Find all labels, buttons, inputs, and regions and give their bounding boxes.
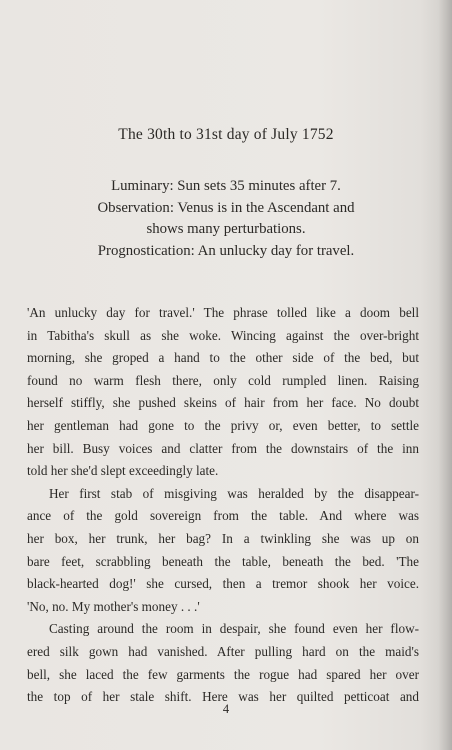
text-line: Casting around the room in despair, she found even her flow- [49, 621, 419, 637]
text-line: morning, she groped a hand to the other side of the bed, but [27, 350, 419, 366]
text-line: bare feet, scrabbling beneath the table, beneath the bed. 'The [27, 553, 419, 569]
text-line: 'No, no. My mother's money . . .' [27, 598, 200, 614]
text-line: herself stiffly, she pushed skeins of hair from her face. No doubt [27, 395, 419, 411]
almanac-line: Observation: Venus is in the Ascendant and [97, 199, 355, 216]
text-line: found no warm flesh there, only cold rumpled linen. Raising [27, 372, 419, 388]
chapter-heading: The 30th to 31st day of July 1752 [118, 126, 334, 143]
almanac-line: shows many perturbations. [146, 221, 306, 237]
text-line: 'An unlucky day for travel.' The phrase tolled like a doom bell [27, 305, 419, 320]
body-text [27, 302, 419, 709]
page-gutter-shadow [438, 0, 452, 750]
text-line: Her first stab of misgiving was heralded by the disappear- [49, 485, 419, 501]
almanac-line: Prognostication: An unlucky day for travel. [97, 242, 355, 259]
almanac-line: Luminary: Sun sets 35 minutes after 7. [111, 178, 341, 194]
page-number: 4 [222, 702, 230, 716]
text-line: ance of the gold sovereign from the table. And where was [27, 508, 419, 524]
almanac-entry [40, 176, 412, 262]
text-line: the top of her stale shift. Here was her quilted petticoat and [27, 689, 419, 705]
text-line: bell, she laced the few garments the rogue had spared her over [27, 666, 419, 682]
text-line: black-hearted dog!' she cursed, then a tremor shook her voice. [27, 576, 419, 592]
text-line: her bill. Busy voices and clatter from the downstairs of the inn [27, 440, 419, 456]
text-line: in Tabitha's skull as she woke. Wincing against the over-bright [27, 327, 419, 343]
text-line: told her she'd slept exceedingly late. [27, 463, 219, 479]
text-line: her gentleman had gone to the privy or, even better, to settle [27, 417, 419, 433]
text-line: ered silk gown had vanished. After pulling hard on the maid's [27, 643, 419, 659]
text-line: her box, her trunk, her bag? In a twinkling she was up on [27, 530, 419, 546]
